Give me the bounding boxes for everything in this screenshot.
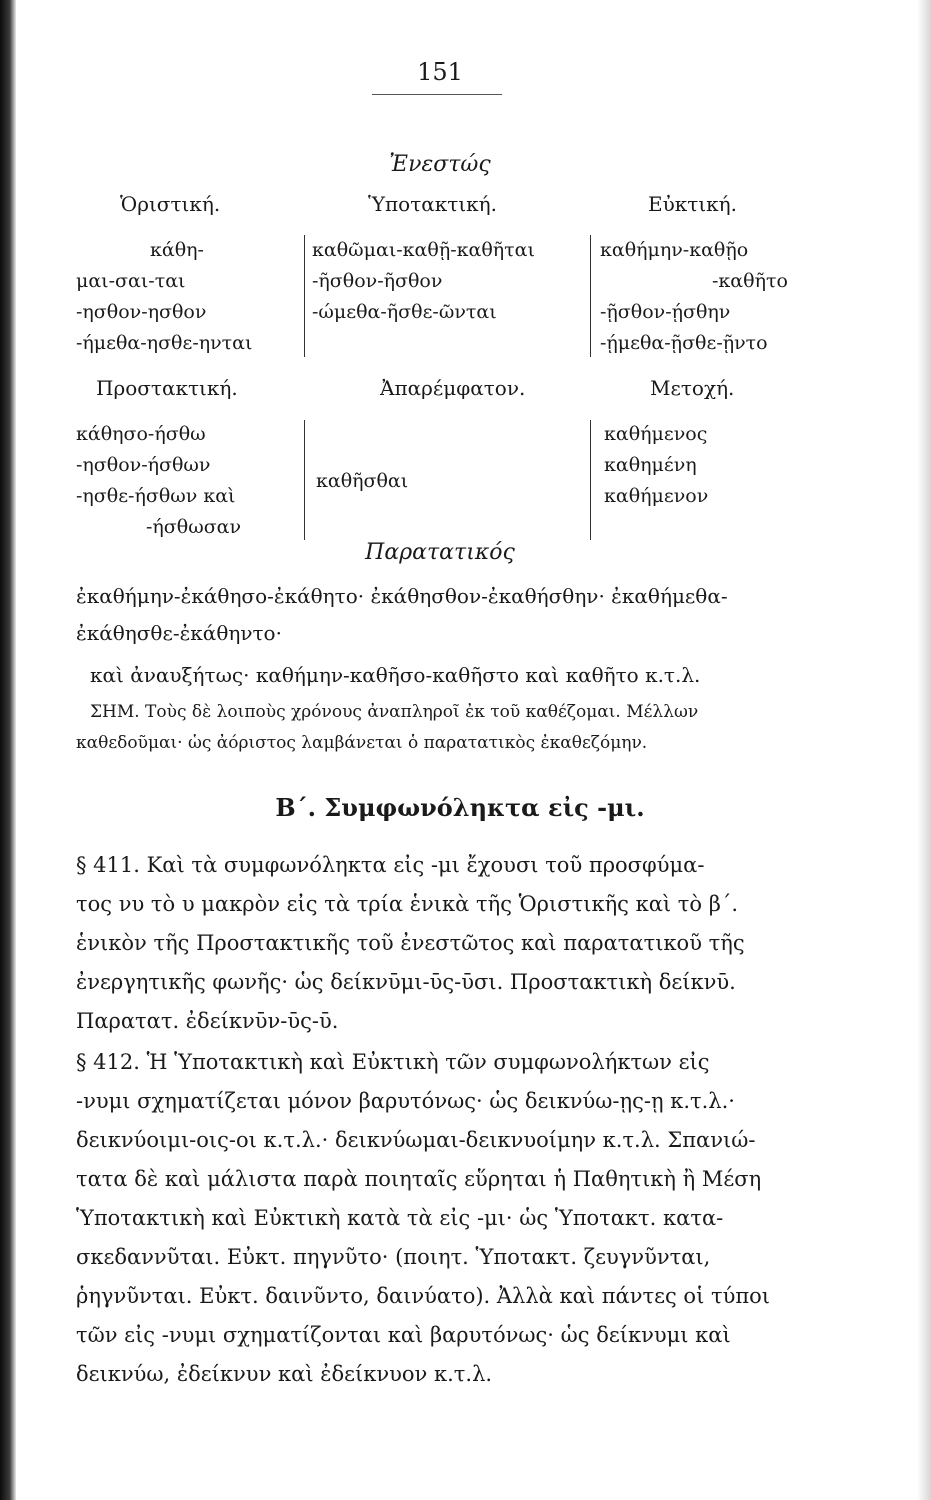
subjunctive-line: -ώμεθα-ῆσθε-ῶνται	[312, 301, 497, 323]
heading-participle: Μετοχή.	[650, 376, 735, 400]
indicative-line: -ησθον-ησθον	[76, 301, 207, 323]
para-411-line: ἐνεργητικῆς φωνῆς· ὡς δείκνῡμι-ῡς-ῡσι. Προστακτικὴ δείκνῡ.	[76, 970, 736, 994]
note-line: ΣΗΜ. Τοὺς δὲ λοιποὺς χρόνους ἀναπληροῖ ἐκ τοῦ καθέζομαι. Μέλλων	[90, 702, 699, 722]
optative-line: -ῄμεθα-ῇσθε-ῇντο	[600, 332, 768, 354]
imperfect-title: Παρατατικός	[365, 540, 515, 565]
para-412-line: Ὑποτακτικὴ καὶ Εὐκτικὴ κατὰ τὰ εἰς -μι· ὡς Ὑποτακτ. κατα-	[76, 1206, 724, 1230]
para-411-line: τος νυ τὸ υ μακρὸν εἰς τὰ τρία ἑνικὰ τῆς Ὁριστικῆς καὶ τὸ β΄.	[76, 892, 739, 916]
para-412-line: τατα δὲ καὶ μάλιστα παρὰ ποιηταῖς εὕρηται ἡ Παθητικὴ ἢ Μέση	[76, 1167, 762, 1191]
heading-indicative: Ὁριστική.	[120, 192, 221, 216]
header-rule	[372, 94, 502, 95]
optative-line: -καθῆτο	[712, 270, 788, 292]
indicative-line: -ήμεθα-ησθε-ηνται	[76, 332, 253, 354]
imperfect-line: καὶ ἀναυξήτως· καθήμην-καθῆσο-καθῆστο καὶ καθῆτο κ.τ.λ.	[90, 663, 701, 687]
imperfect-line: ἐκάθησθε-ἐκάθηντο·	[76, 621, 282, 645]
section-title: Ἐνεστώς	[389, 152, 491, 177]
heading-subjunctive: Ὑποτακτική.	[368, 192, 498, 216]
para-411-line: ἑνικὸν τῆς Προστακτικῆς τοῦ ἐνεστῶτος καὶ παρατατικοῦ τῆς	[76, 931, 745, 955]
para-411-line: Παρατατ. ἐδείκνῡν-ῡς-ῡ.	[76, 1009, 339, 1033]
subjunctive-line: -ῆσθον-ῆσθον	[312, 270, 443, 292]
heading-optative: Εὐκτική.	[648, 192, 738, 216]
optative-line: καθήμην-καθῇο	[600, 239, 749, 261]
indicative-line: μαι-σαι-ται	[76, 270, 186, 292]
imperative-line: κάθησο-ήσθω	[76, 423, 206, 445]
scan-left-edge	[0, 0, 16, 1500]
section-b-heading: Β΄. Συμφωνόληκτα εἰς -μι.	[275, 793, 645, 822]
para-412-line: δεικνύοιμι-οις-οι κ.τ.λ.· δεικνύωμαι-δεικνυοίμην κ.τ.λ. Σπανιώ-	[76, 1128, 756, 1152]
heading-imperative: Προστακτική.	[96, 376, 238, 400]
para-412-line: -νυμι σχηματίζεται μόνον βαρυτόνως· ὡς δεικνύω-ῃς-ῃ κ.τ.λ.·	[76, 1089, 735, 1113]
participle-line: καθήμενος	[604, 423, 708, 445]
note-line: καθεδοῦμαι· ὡς ἀόριστος λαμβάνεται ὁ παρατατικὸς ἐκαθεζόμην.	[76, 733, 648, 753]
imperfect-line: ἐκαθήμην-ἐκάθησο-ἐκάθητο· ἐκάθησθον-ἐκαθήσθην· ἐκαθήμεθα-	[76, 584, 728, 608]
column-divider	[590, 235, 591, 357]
para-412-line: σκεδαννῦται. Εὐκτ. πηγνῦτο· (ποιητ. Ὑποτακτ. ζευγνῦνται,	[76, 1245, 711, 1269]
page-number: 151	[417, 58, 463, 86]
para-412-line: ῥηγνῦνται. Εὐκτ. δαινῦντο, δαινύατο). Ἀλλὰ καὶ πάντες οἱ τύποι	[76, 1284, 771, 1308]
participle-line: καθημένη	[604, 454, 697, 476]
para-412-line: τῶν εἰς -νυμι σχηματίζονται καὶ βαρυτόνως· ὡς δείκνυμι καὶ	[76, 1323, 731, 1347]
imperative-line: -ήσθωσαν	[146, 516, 242, 538]
column-divider	[304, 235, 305, 357]
column-divider	[590, 420, 591, 540]
participle-line: καθήμενον	[604, 485, 709, 507]
heading-infinitive: Ἀπαρέμφατον.	[380, 376, 526, 400]
column-divider	[304, 420, 305, 540]
scan-right-edge	[917, 0, 931, 1500]
para-411-line: § 411. Καὶ τὰ συμφωνόληκτα εἰς -μι ἔχουσι τοῦ προσφύμα-	[76, 853, 705, 877]
indicative-line: κάθη-	[150, 239, 204, 261]
imperative-line: -ησθον-ήσθων	[76, 454, 211, 476]
para-412-line: δεικνύω, ἐδείκνυν καὶ ἐδείκνυον κ.τ.λ.	[76, 1362, 493, 1386]
optative-line: -ῇσθον-ῄσθην	[600, 301, 731, 323]
imperative-line: -ησθε-ήσθων καὶ	[76, 485, 236, 507]
infinitive-form: καθῆσθαι	[316, 470, 409, 492]
subjunctive-line: καθῶμαι-καθῇ-καθῆται	[312, 239, 535, 261]
para-412-line: § 412. Ἡ Ὑποτακτικὴ καὶ Εὐκτικὴ τῶν συμφωνολήκτων εἰς	[76, 1050, 710, 1074]
